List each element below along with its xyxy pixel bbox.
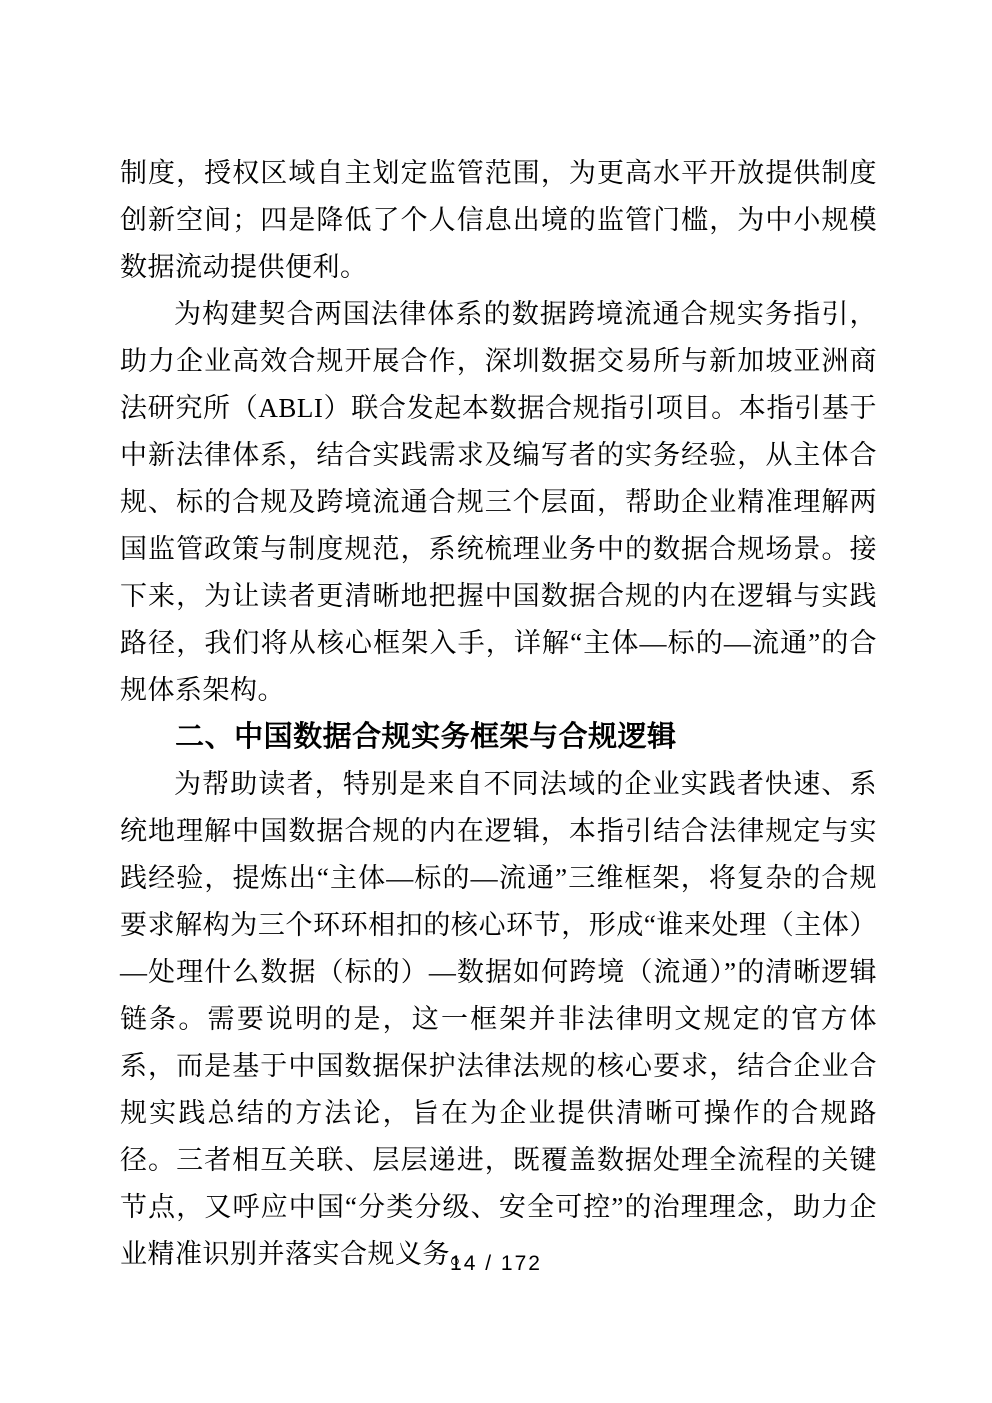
paragraph-framework-logic: 为帮助读者，特别是来自不同法域的企业实践者快速、系统地理解中国数据合规的内在逻辑，本指引结合法律规定与实践经验，提炼出“主体—标的—流通”三维框架，将复杂的合规要求解构为三个环环相扣的核心环节，形成“谁来处理（主体）—处理什么数据（标的）—数据如何跨境（流通）”的清晰逻辑链条。需要说明的是，这一框架并非法律明文规定的官方体系，而是基于中国数据保护法律法规的核心要求，结合企业合规实践总结的方法论，旨在为企业提供清晰可操作的合规路径。三者相互关联、层层递进，既覆盖数据处理全流程的关键节点，又呼应中国“分类分级、安全可控”的治理理念，助力企业精准识别并落实合规义务。 [120,769,877,1269]
page-footer [0,1252,992,1276]
paragraph-continuation: 制度，授权区域自主划定监管范围，为更高水平开放提供制度创新空间；四是降低了个人信息出境的监管门槛，为中小规模数据流动提供便利。 [120,158,877,282]
document-body [120,150,877,1278]
page-number: 14 / 172 [450,1252,542,1275]
paragraph-project-intro: 为构建契合两国法律体系的数据跨境流通合规实务指引，助力企业高效合规开展合作，深圳数据交易所与新加坡亚洲商法研究所（ABLI）联合发起本数据合规指引项目。本指引基于中新法律体系，结合实践需求及编写者的实务经验，从主体合规、标的合规及跨境流通合规三个层面，帮助企业精准理解两国监管政策与制度规范，系统梳理业务中的数据合规场景。接下来，为让读者更清晰地把握中国数据合规的内在逻辑与实践路径，我们将从核心框架入手，详解“主体—标的—流通”的合规体系架构。 [120,299,877,705]
section-heading: 二、中国数据合规实务框架与合规逻辑 [175,721,677,753]
